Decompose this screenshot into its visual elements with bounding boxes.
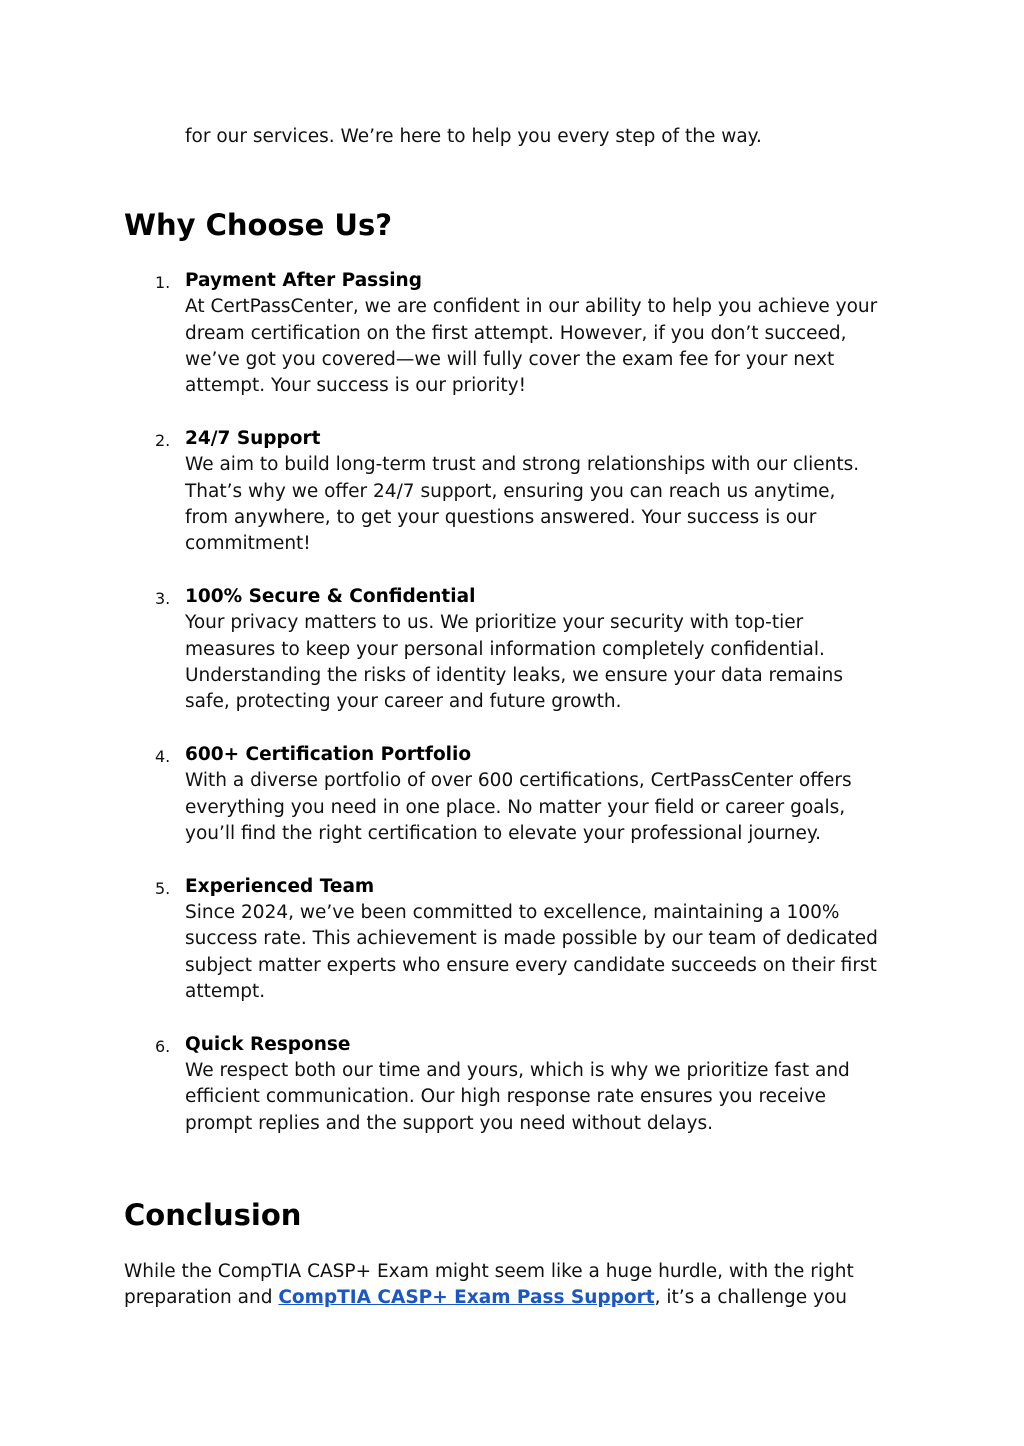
conclusion-line-1: While the CompTIA CASP+ Exam might seem like a huge hurdle, with the right [124,1261,854,1282]
feature-item [0,426,1024,557]
feature-description-line: efficient communication. Our high response rate ensures you receive [185,1086,827,1108]
feature-description-line: We respect both our time and yours, which is why we prioritize fast and [185,1059,850,1081]
conclusion-heading: Conclusion [124,1198,302,1232]
feature-description-line: prompt replies and the support you need without delays. [185,1112,713,1134]
why-choose-us-heading: Why Choose Us? [124,208,393,242]
feature-item [0,268,1024,399]
conclusion-paragraph [124,1259,854,1312]
feature-description-line: from anywhere, to get your questions answered. Your success is our [185,506,817,528]
feature-description-line: Your privacy matters to us. We prioritize your security with top-tier [185,612,804,634]
feature-number: 1. [155,273,171,292]
feature-description-line: you’ll find the right certification to elevate your professional journey. [185,822,822,844]
feature-body [185,584,915,715]
feature-description-line: commitment! [185,533,311,555]
feature-number: 2. [155,430,171,450]
feature-number: 3. [155,588,171,608]
feature-title: 600+ Certification Portfolio [185,743,472,765]
conclusion-text-after-link: , it’s a challenge you [654,1287,847,1309]
feature-description-line: dream certification on the first attempt. However, if you don’t succeed, [185,322,847,344]
feature-list [0,268,1024,1163]
casp-exam-pass-support-link[interactable]: CompTIA CASP+ Exam Pass Support [278,1287,655,1309]
feature-title: Quick Response [185,1033,351,1055]
feature-description-line: Understanding the risks of identity leaks, we ensure your data remains [185,664,843,686]
feature-body [185,426,915,557]
feature-description-line: safe, protecting your career and future growth. [185,691,622,713]
feature-item [0,1032,1024,1137]
feature-description-line: subject matter experts who ensure every candidate succeeds on their first [185,954,877,976]
feature-description-line: attempt. Your success is our priority! [185,375,526,397]
feature-title: 24/7 Support [185,427,321,449]
feature-description-line: At CertPassCenter, we are confident in our ability to help you achieve your [185,296,878,318]
intro-paragraph: for our services. We’re here to help you every step of the way. [185,126,762,147]
conclusion-text-before-link: preparation and [124,1287,279,1309]
feature-description-line: attempt. [185,980,266,1002]
feature-description-line: That’s why we offer 24/7 support, ensuring you can reach us anytime, [185,480,836,502]
feature-number: 6. [155,1036,171,1056]
feature-description-line: everything you need in one place. No matter your field or career goals, [185,796,846,818]
feature-description-line: Since 2024, we’ve been committed to excellence, maintaining a 100% [185,901,840,923]
feature-body [185,874,915,1005]
feature-description-line: With a diverse portfolio of over 600 certifications, CertPassCenter offers [185,770,852,792]
feature-body [185,742,915,847]
feature-description-line: We aim to build long-term trust and strong relationships with our clients. [185,454,860,476]
conclusion-line-2 [124,1285,854,1311]
feature-item [0,742,1024,847]
feature-body [185,1032,915,1137]
feature-number: 4. [155,746,171,766]
feature-title: Payment After Passing [185,270,422,291]
feature-description-line: we’ve got you covered—we will fully cover the exam fee for your next [185,348,835,370]
feature-item [0,584,1024,715]
feature-description-line: success rate. This achievement is made possible by our team of dedicated [185,928,878,950]
feature-number: 5. [155,878,171,898]
feature-body [185,268,915,399]
feature-title: 100% Secure & Confidential [185,585,476,607]
feature-description-line: measures to keep your personal information completely confidential. [185,638,825,660]
feature-title: Experienced Team [185,875,375,897]
feature-item [0,874,1024,1005]
